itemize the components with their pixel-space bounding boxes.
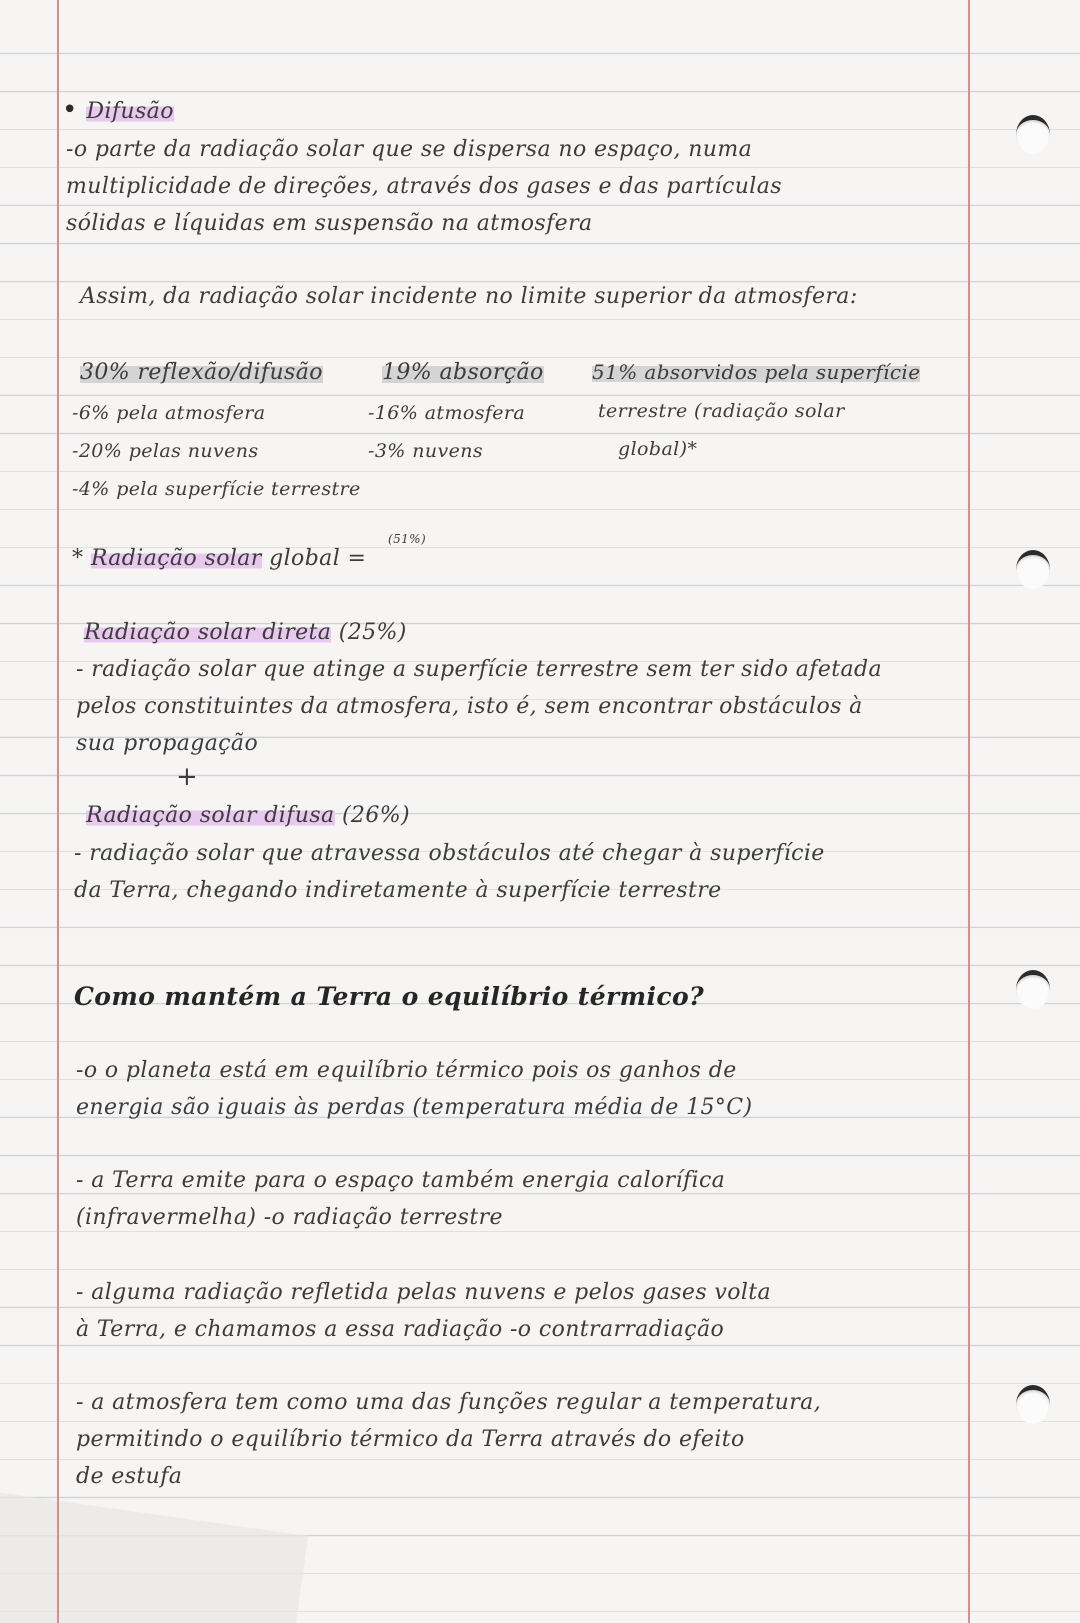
- difusao-line: -o parte da radiação solar que se dispersa no espaço, numa: [66, 137, 753, 162]
- direta-title: Radiação solar direta: [84, 620, 332, 645]
- reflexao-header: 30% reflexão/difusão: [80, 360, 323, 385]
- paragraph-line: à Terra, e chamamos a essa radiação -o contrarradiação: [76, 1317, 725, 1342]
- absorvidos-header: 51% absorvidos pela superfície: [592, 360, 921, 384]
- absorcao-header: 19% absorção: [382, 360, 544, 385]
- difusa-heading: [86, 803, 410, 828]
- difusa-line: - radiação solar que atravessa obstáculos até chegar à superfície: [74, 841, 825, 866]
- paragraph-line: - a atmosfera tem como uma das funções regular a temperatura,: [76, 1390, 822, 1415]
- paragraph-line: - alguma radiação refletida pelas nuvens e pelos gases volta: [76, 1280, 772, 1305]
- difusao-title: Difusão: [86, 99, 174, 124]
- absorcao-item: -3% nuvens: [368, 440, 484, 462]
- asterisk: *: [72, 546, 84, 571]
- bullet-dot: •: [62, 95, 87, 125]
- binder-hole: [1016, 1385, 1050, 1424]
- difusao-line: multiplicidade de direções, através dos gases e das partículas: [66, 174, 782, 199]
- question-heading: Como mantém a Terra o equilíbrio térmico?: [74, 982, 705, 1011]
- assim-line: Assim, da radiação solar incidente no limite superior da atmosfera:: [80, 284, 858, 309]
- page-corner-shadow: [0, 1491, 308, 1623]
- difusao-heading: [62, 95, 174, 125]
- global-label: Radiação solar: [90, 546, 262, 571]
- right-margin-line: [968, 0, 970, 1623]
- absorvidos-line: global)*: [618, 438, 698, 460]
- binder-hole: [1016, 970, 1050, 1009]
- binder-hole: [1016, 550, 1050, 589]
- global-line: [72, 546, 366, 571]
- difusa-line: da Terra, chegando indiretamente à superfície terrestre: [74, 878, 722, 903]
- reflexao-item: -20% pelas nuvens: [72, 440, 259, 462]
- global-percent: (51%): [388, 532, 427, 546]
- paragraph-line: - a Terra emite para o espaço também energia calorífica: [76, 1168, 726, 1193]
- paragraph-line: (infravermelha) -o radiação terrestre: [76, 1205, 503, 1230]
- difusa-percent: (26%): [341, 803, 411, 828]
- direta-line: pelos constituintes da atmosfera, isto é, sem encontrar obstáculos à: [76, 694, 863, 719]
- plus-sign: +: [176, 762, 199, 792]
- reflexao-item: -6% pela atmosfera: [72, 402, 266, 424]
- absorvidos-line: terrestre (radiação solar: [598, 400, 845, 422]
- direta-line: sua propagação: [76, 731, 259, 756]
- reflexao-item: -4% pela superfície terrestre: [72, 478, 361, 500]
- absorcao-item: -16% atmosfera: [368, 402, 526, 424]
- difusa-title: Radiação solar difusa: [86, 803, 335, 828]
- paragraph-line: de estufa: [76, 1464, 183, 1489]
- global-label-word: global: [269, 546, 341, 571]
- direta-percent: (25%): [338, 620, 407, 645]
- direta-heading: [84, 620, 407, 645]
- difusao-line: sólidas e líquidas em suspensão na atmosfera: [66, 211, 593, 236]
- paragraph-line: permitindo o equilíbrio térmico da Terra através do efeito: [76, 1427, 745, 1452]
- paragraph-line: -o o planeta está em equilíbrio térmico pois os ganhos de: [76, 1058, 737, 1083]
- paragraph-line: energia são iguais às perdas (temperatura média de 15°C): [76, 1095, 753, 1120]
- left-margin-line: [57, 0, 59, 1623]
- binder-hole: [1016, 115, 1050, 154]
- direta-line: - radiação solar que atinge a superfície terrestre sem ter sido afetada: [76, 657, 883, 682]
- global-equals: =: [347, 546, 367, 571]
